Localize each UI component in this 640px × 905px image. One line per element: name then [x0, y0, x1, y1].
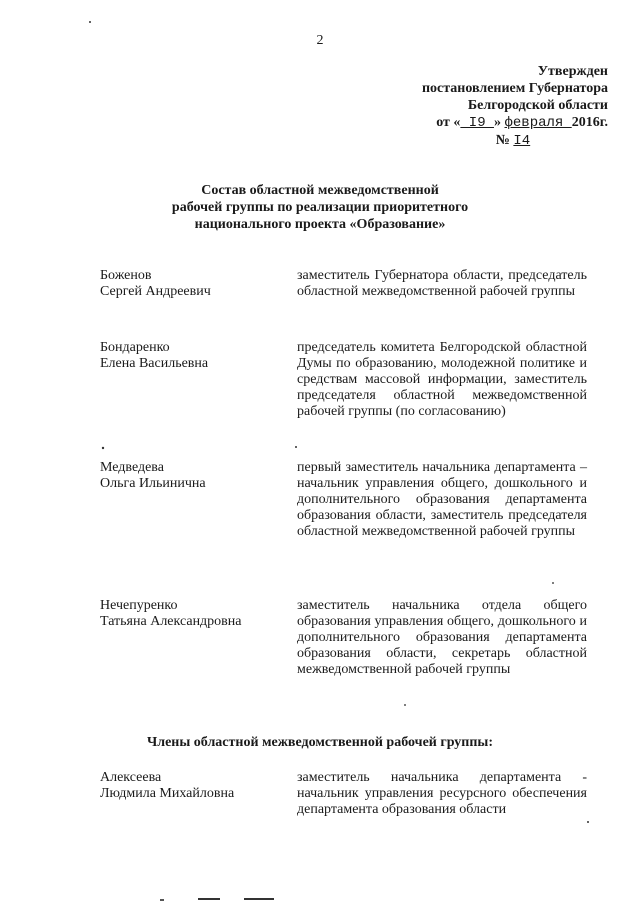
approval-line-2: постановлением Губернатора — [421, 81, 608, 96]
person-surname: Боженов — [100, 268, 152, 283]
number-value: I4 — [513, 133, 531, 149]
scan-speck — [404, 704, 406, 706]
members-title: Члены областной межведомственной рабочей группы: — [146, 735, 494, 750]
date-mid: » — [494, 115, 505, 130]
scan-speck — [552, 582, 554, 584]
person-surname: Нечепуренко — [100, 598, 178, 613]
approval-line-1: Утвержден — [537, 64, 608, 79]
person-role: заместитель Губернатора области, председатель областной межведомственной рабочей группы — [297, 268, 587, 299]
scan-mark — [160, 899, 164, 901]
scan-speck — [89, 21, 91, 23]
date-year: 2016г. — [571, 115, 608, 130]
scan-speck — [295, 446, 297, 448]
person-given-name: Ольга Ильинична — [100, 476, 206, 491]
heading-line-1: Состав областной межведомственной — [201, 183, 439, 198]
scan-mark — [198, 898, 220, 900]
person-role: заместитель начальника департамента - начальник управления ресурсного обеспечения департамента образования области — [297, 770, 587, 817]
date-month: февраля — [504, 115, 572, 131]
person-given-name: Елена Васильевна — [100, 356, 209, 371]
scan-mark — [244, 898, 274, 900]
date-day: I9 — [460, 115, 494, 131]
person-role: председатель комитета Белгородской областной Думы по образованию, молодежной политике и средствам массовой информации, заместитель председателя областной межведомственной рабочей группы (по согласованию) — [297, 340, 587, 419]
heading-line-2: рабочей группы по реализации приоритетного — [171, 200, 469, 215]
person-surname: Бондаренко — [100, 340, 170, 355]
scan-speck — [587, 821, 589, 823]
person-surname: Алексеева — [100, 770, 162, 785]
approval-line-3: Белгородской области — [467, 98, 608, 113]
person-role: первый заместитель начальника департамента – начальник управления общего, дошкольного и дополнительного образования департамента образования области, заместитель председателя областной межведомственной рабочей группы — [297, 460, 587, 539]
heading-line-3: национального проекта «Образование» — [194, 217, 446, 232]
person-surname: Медведева — [100, 460, 164, 475]
page-number: 2 — [316, 33, 324, 48]
scan-speck — [102, 447, 104, 449]
person-given-name: Сергей Андреевич — [100, 284, 211, 299]
date-prefix: от « — [436, 115, 461, 130]
number-prefix: № — [495, 133, 514, 148]
person-role: заместитель начальника отдела общего образования управления общего, дошкольного и дополнительного образования департамента образования области, секретарь областной межведомственной рабочей группы — [297, 598, 587, 677]
person-given-name: Людмила Михайловна — [100, 786, 235, 801]
person-given-name: Татьяна Александровна — [100, 614, 242, 629]
